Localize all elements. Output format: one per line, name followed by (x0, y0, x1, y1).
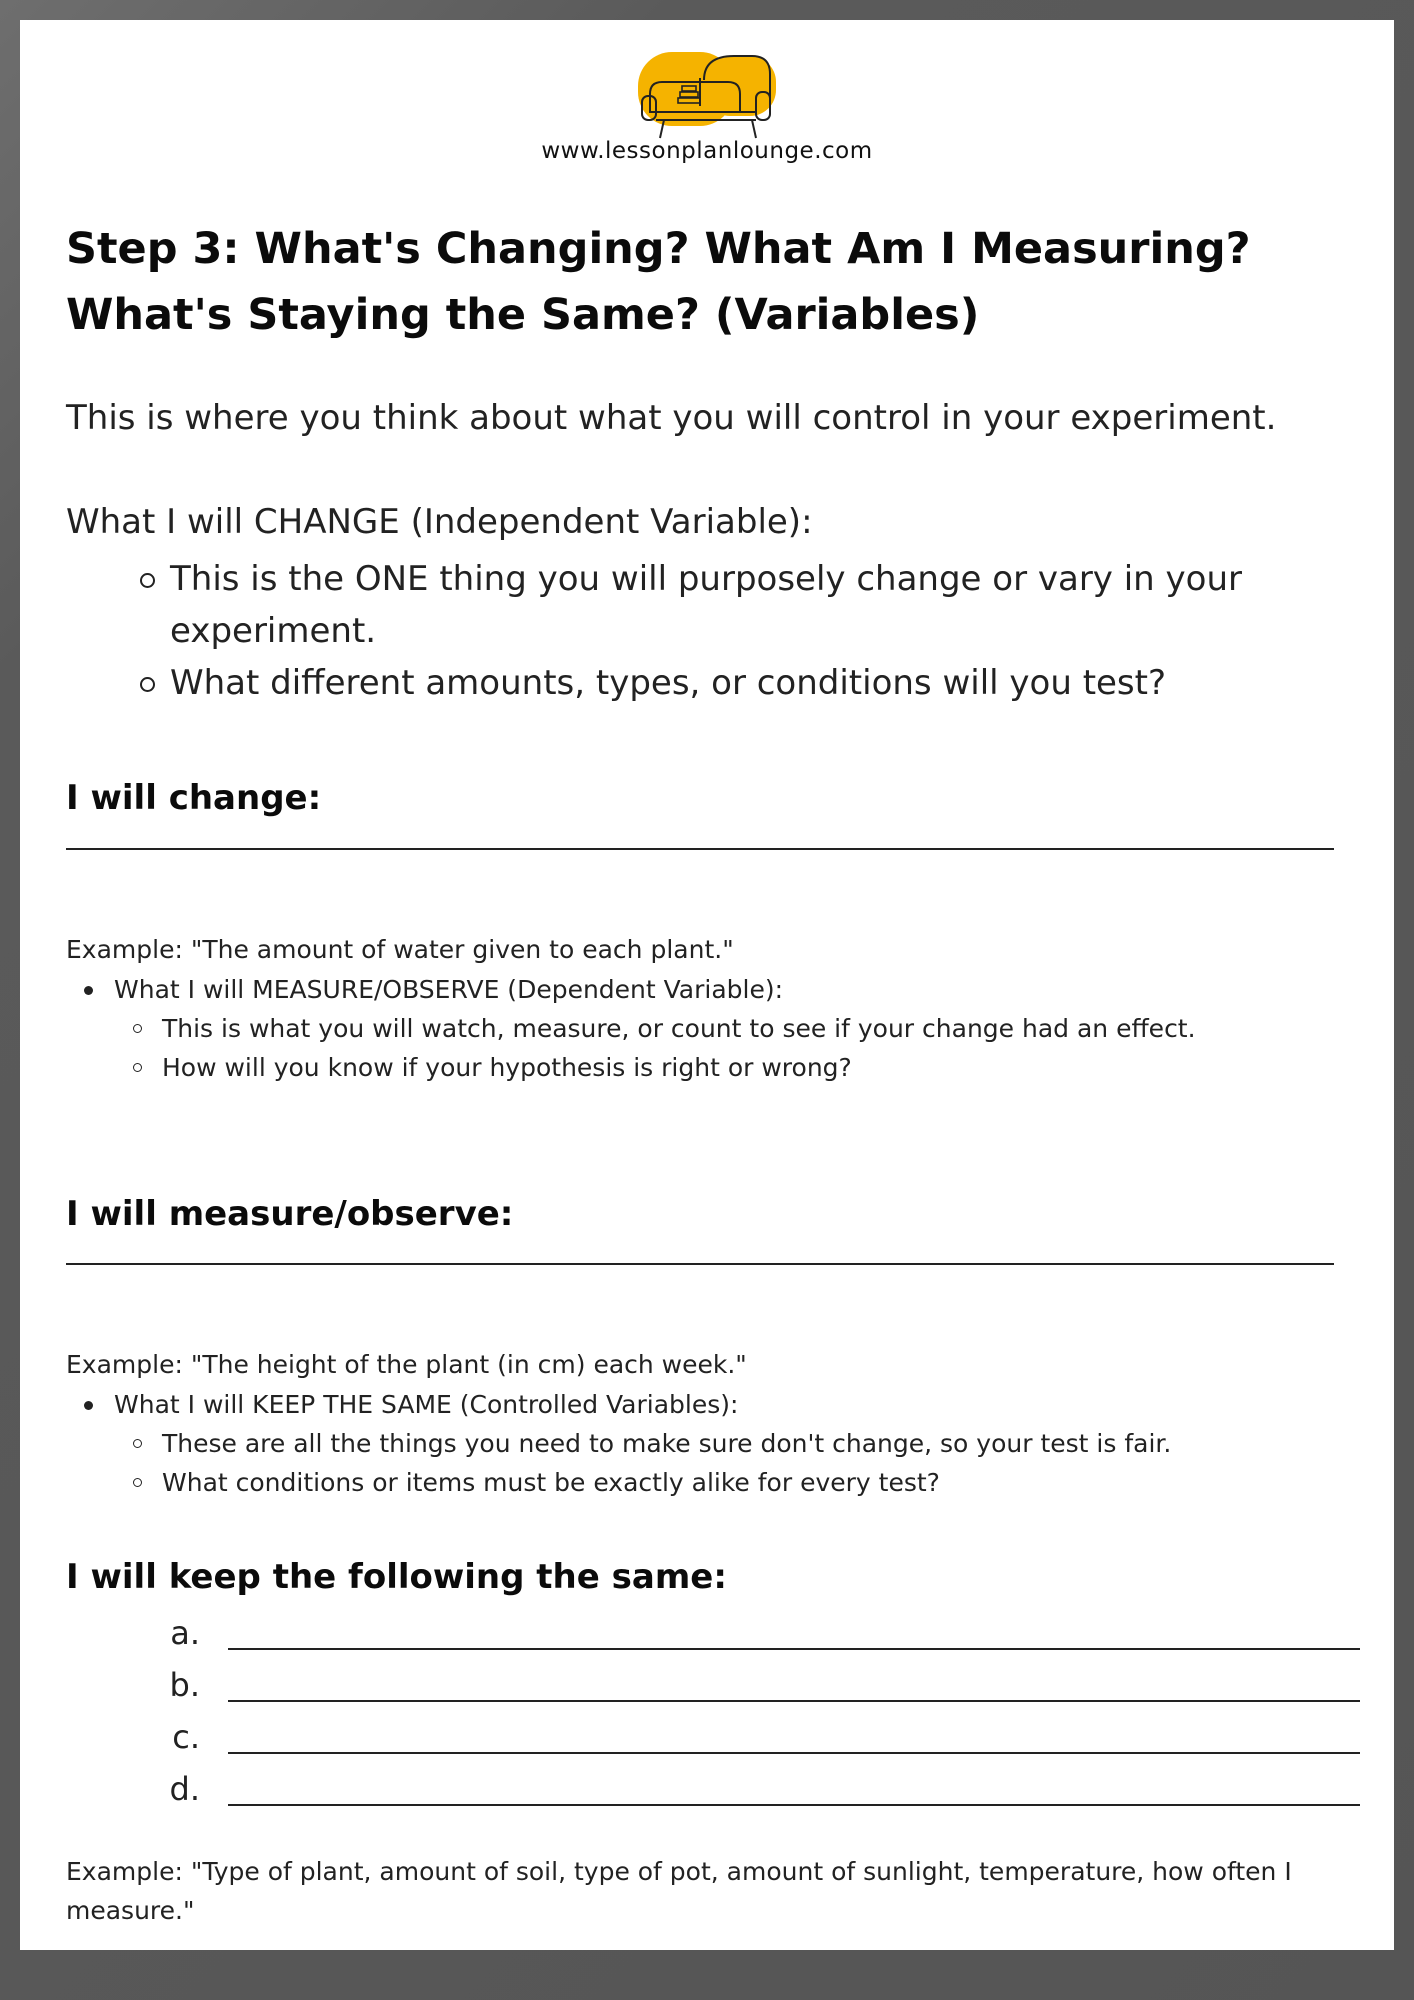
same-heading: I will keep the following the same: (66, 1557, 727, 1597)
answer-row-d (170, 1766, 1360, 1818)
list-item: This is the ONE thing you will purposely change or vary in your experiment. (170, 553, 1330, 657)
dependent-lead-text: What I will MEASURE/OBSERVE (Dependent Variable): (114, 975, 784, 1004)
independent-bullets (170, 553, 1330, 709)
change-answer-line[interactable] (66, 848, 1334, 850)
sofa-with-books-logo (634, 50, 780, 142)
measure-answer-line[interactable] (66, 1263, 1334, 1265)
answer-row-c (170, 1714, 1360, 1766)
controlled-lead (66, 1385, 1366, 1502)
controlled-list (66, 1385, 1366, 1502)
list-item: How will you know if your hypothesis is right or wrong? (114, 1048, 1366, 1087)
answer-line-d[interactable] (228, 1804, 1360, 1806)
change-example: Example: "The amount of water given to each plant." (66, 935, 734, 964)
intro-text: This is where you think about what you will control in your experiment. (66, 398, 1277, 438)
row-letter: d. (169, 1770, 200, 1808)
list-item: What conditions or items must be exactly alike for every test? (114, 1463, 1366, 1502)
logo (20, 50, 1394, 146)
answer-line-a[interactable] (228, 1648, 1360, 1650)
list-item: This is what you will watch, measure, or count to see if your change had an effect. (114, 1009, 1366, 1048)
independent-lead: What I will CHANGE (Independent Variable): (66, 502, 813, 542)
controlled-answer-list (170, 1610, 1360, 1818)
list-item: What different amounts, types, or conditions will you test? (170, 657, 1330, 709)
dependent-list (66, 970, 1366, 1087)
site-url[interactable]: www.lessonplanlounge.com (541, 138, 873, 164)
answer-row-b (170, 1662, 1360, 1714)
answer-line-c[interactable] (228, 1752, 1360, 1754)
measure-heading: I will measure/observe: (66, 1194, 514, 1234)
worksheet-page (20, 20, 1394, 1950)
page-title: Step 3: What's Changing? What Am I Measuring? What's Staying the Same? (Variables) (66, 224, 1251, 340)
answer-line-b[interactable] (228, 1700, 1360, 1702)
answer-row-a (170, 1610, 1360, 1662)
measure-example: Example: "The height of the plant (in cm) each week." (66, 1350, 747, 1379)
controlled-lead-text: What I will KEEP THE SAME (Controlled Variables): (114, 1390, 739, 1419)
list-item: These are all the things you need to make sure don't change, so your test is fair. (114, 1424, 1366, 1463)
row-letter: a. (170, 1614, 200, 1652)
row-letter: c. (172, 1718, 200, 1756)
dependent-bullets (114, 1009, 1366, 1087)
row-letter: b. (169, 1666, 200, 1704)
controlled-bullets (114, 1424, 1366, 1502)
change-heading: I will change: (66, 778, 322, 818)
same-example: Example: "Type of plant, amount of soil, type of pot, amount of sunlight, temperature, how often I measure." (66, 1857, 1292, 1925)
dependent-lead (66, 970, 1366, 1087)
